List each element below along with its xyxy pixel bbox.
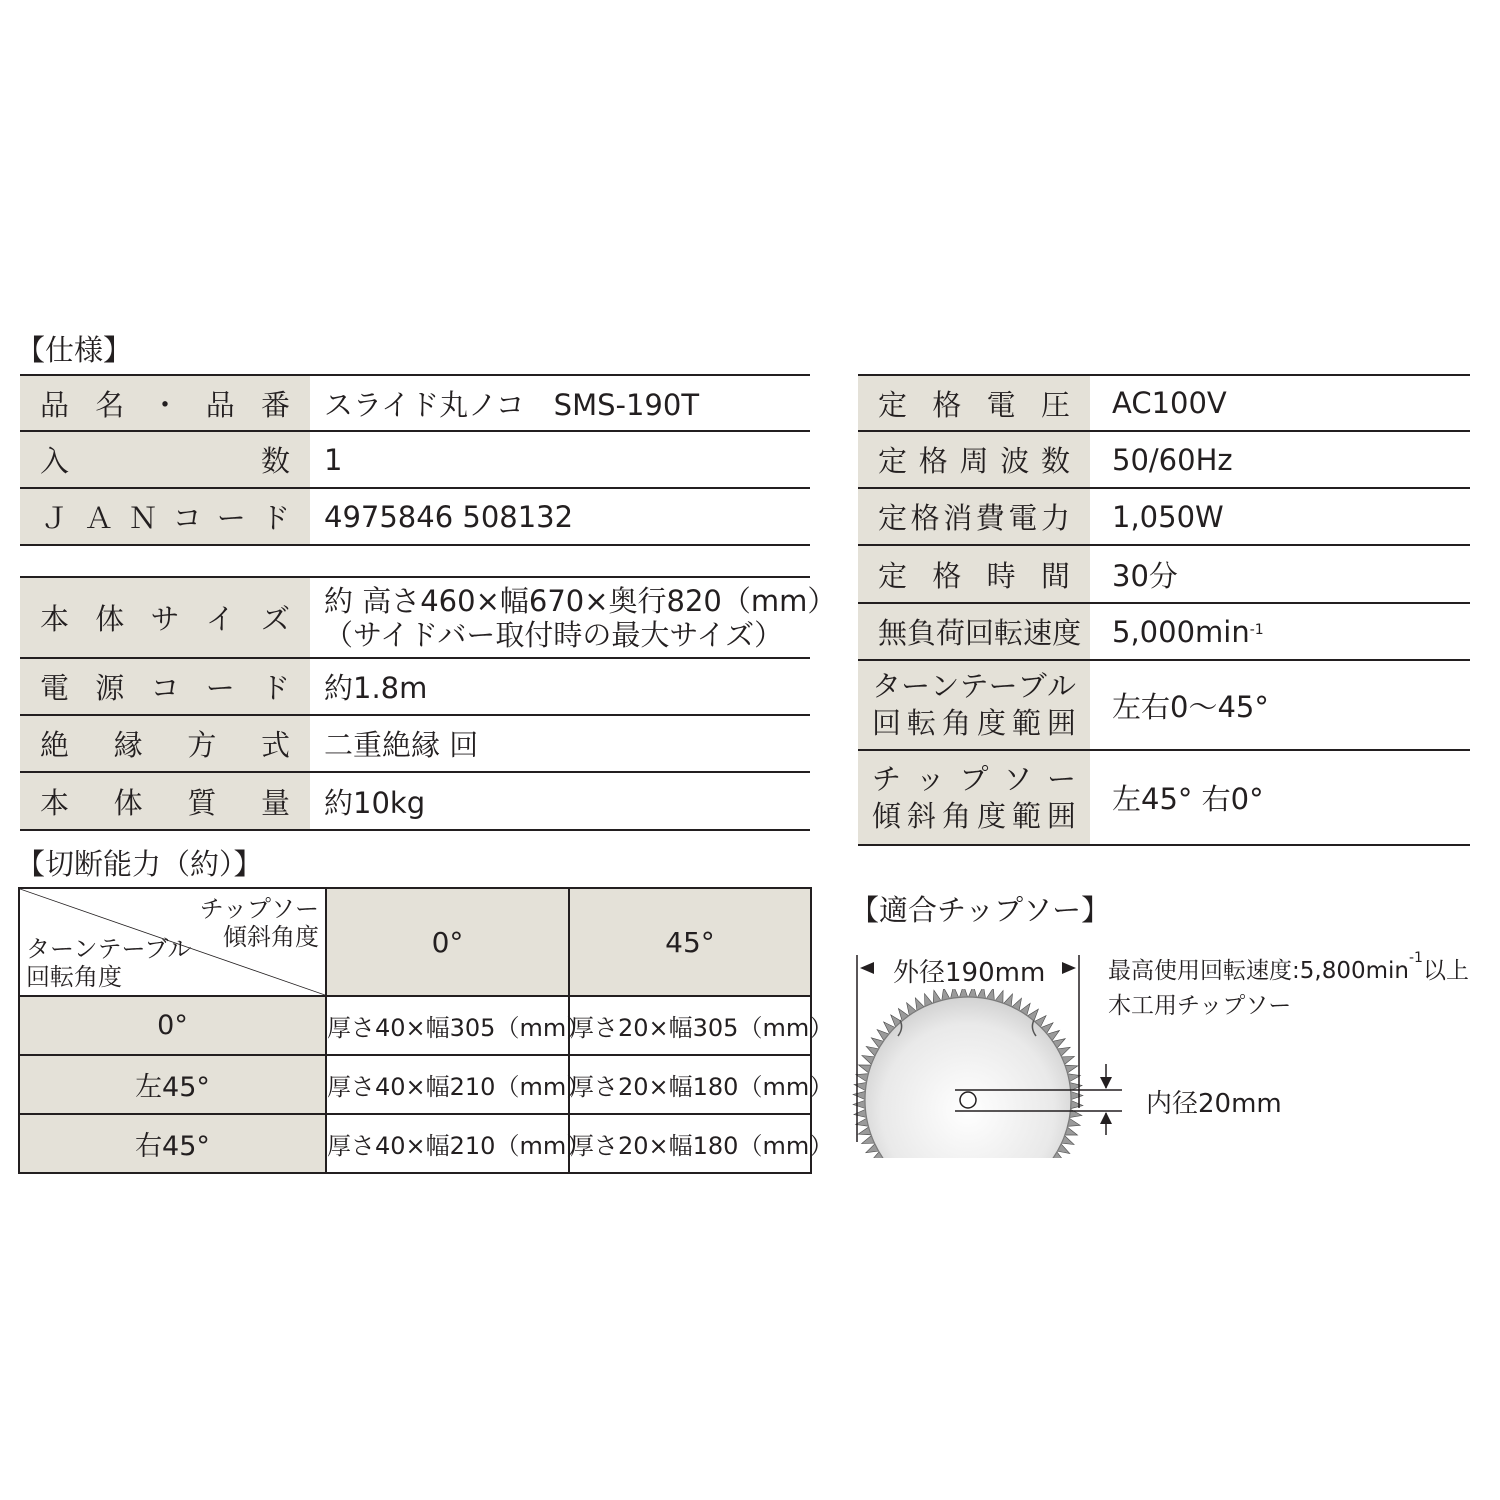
- no-load-speed-text: 5,000min: [1112, 614, 1250, 649]
- label-char: 傾: [872, 798, 902, 833]
- spec-label-cord: [20, 659, 310, 714]
- label-char: タ: [872, 669, 902, 703]
- spec-label-rated-time: [858, 546, 1090, 602]
- row-header: 左45°: [19, 1055, 326, 1114]
- corner-bottom-line: 回転角度: [26, 963, 122, 991]
- label-char: 格: [910, 501, 940, 535]
- label-line: [872, 668, 1076, 705]
- label-char: ッ: [915, 761, 945, 796]
- corner-top-label: [200, 895, 319, 951]
- column-header-0deg: 0°: [326, 888, 569, 996]
- label-char: 電: [986, 387, 1016, 422]
- label-line: [872, 705, 1076, 742]
- arrow-down-icon: [1100, 1077, 1112, 1089]
- cutting-title: 【切断能力（約）】: [16, 847, 263, 881]
- max-speed-sup: -1: [1408, 950, 1423, 966]
- spec-label-insulation: [20, 716, 310, 771]
- label-char: 方: [187, 728, 217, 762]
- label-char: ブ: [1017, 669, 1047, 703]
- body-size-line2: （サイドバー取付時の最大サイズ）: [324, 617, 784, 652]
- label-char: Ａ: [84, 501, 114, 535]
- table-row: [19, 1114, 811, 1173]
- label-char: 斜: [906, 798, 936, 833]
- spec-label-product: [20, 376, 310, 430]
- label-char: コ: [172, 501, 202, 535]
- table-row: [19, 1055, 811, 1114]
- label-char: 負: [907, 616, 937, 650]
- spec-value-voltage: AC100V: [1112, 386, 1227, 420]
- label-char: ー: [1046, 761, 1076, 796]
- corner-top-line: チップソー: [199, 895, 319, 923]
- label-char: 囲: [1046, 798, 1076, 833]
- spec-value-bevel-range: 左45° 右0°: [1112, 782, 1264, 816]
- table-corner-cell: [19, 888, 326, 996]
- max-speed-tail: 以上: [1422, 958, 1469, 984]
- spec-label-frequency: [858, 432, 1090, 487]
- label-char: ー: [901, 669, 931, 703]
- blade-type: 木工用チップソー: [1108, 993, 1292, 1019]
- label-char: チ: [872, 761, 902, 796]
- table-row: [19, 996, 811, 1055]
- table-cell: 厚さ20×幅180（mm）: [569, 1114, 811, 1173]
- inner-diameter-label: 内径20mm: [1146, 1089, 1282, 1119]
- label-char: 波: [1000, 444, 1030, 478]
- spec-value-quantity: 1: [324, 442, 343, 477]
- label-char: 体: [95, 602, 125, 636]
- label-char: 費: [975, 501, 1005, 535]
- spec-value-turntable-range: 左右0～45°: [1112, 689, 1269, 724]
- blade-title: 【適合チップソー】: [850, 893, 1111, 927]
- spec-label-weight: [20, 773, 310, 829]
- corner-bottom-line: ターンテーブル: [26, 935, 192, 963]
- label-char: 時: [986, 558, 1016, 593]
- no-load-speed-sup: -1: [1249, 621, 1264, 638]
- spec-title: 【仕様】: [16, 333, 133, 367]
- label-char: 電: [40, 671, 70, 705]
- spec-label-jan: [20, 489, 310, 544]
- label-char: 縁: [113, 728, 143, 762]
- arrow-right-icon: [1062, 962, 1076, 974]
- label-char: 力: [1040, 501, 1070, 535]
- spec-value-power: 1,050W: [1112, 499, 1224, 534]
- spec-value-weight: 約10kg: [324, 785, 426, 820]
- label-char: 格: [932, 558, 962, 593]
- spec-label-bevel-range: [858, 751, 1090, 844]
- arrow-up-icon: [1100, 1112, 1112, 1124]
- spec-value-rated-time: 30分: [1112, 558, 1178, 593]
- table-cell: 厚さ20×幅305（mm）: [569, 996, 811, 1055]
- label-char: 数: [1040, 444, 1070, 478]
- label-char: 転: [906, 706, 936, 740]
- label-char: 本: [40, 785, 70, 820]
- label-char: Ｎ: [128, 501, 158, 535]
- spec-value-product: スライド丸ノコ SMS-190T: [324, 387, 700, 422]
- outer-diameter-label: 外径190mm: [890, 952, 1048, 989]
- label-char: 間: [1040, 558, 1070, 593]
- label-char: 量: [260, 785, 290, 820]
- label-char: 度: [976, 706, 1006, 740]
- label-char: 回: [872, 706, 902, 740]
- label-char: 数: [260, 444, 290, 478]
- column-header-45deg: 45°: [569, 888, 811, 996]
- corner-top-line: 傾斜角度: [223, 923, 319, 951]
- label-char: 源: [95, 671, 125, 705]
- label-char: 囲: [1046, 706, 1076, 740]
- label-char: 範: [1011, 706, 1041, 740]
- label-char: ル: [1046, 669, 1076, 703]
- table-cell: 厚さ20×幅180（mm）: [569, 1055, 811, 1114]
- body-size-line1: 約 高さ460×幅670×奥行820（mm）: [324, 583, 837, 618]
- table-cell: 厚さ40×幅305（mm）: [326, 996, 569, 1055]
- spec-label-no-load-speed: [858, 604, 1090, 659]
- label-char: 品: [40, 387, 70, 422]
- spec-value-frequency: 50/60Hz: [1112, 442, 1233, 477]
- table-header-row: [19, 888, 811, 996]
- label-char: ー: [216, 501, 246, 535]
- spec-value-body-size: [310, 578, 837, 657]
- label-char: テ: [959, 669, 989, 703]
- label-char: 格: [932, 387, 962, 422]
- blade-max-speed: [1108, 952, 1469, 985]
- max-speed-text: 最高使用回転速度:5,800min: [1108, 958, 1409, 984]
- spec-value-cord: 約1.8m: [324, 671, 428, 705]
- label-char: 定: [878, 387, 908, 422]
- label-line: [872, 798, 1076, 835]
- label-char: 名: [95, 387, 125, 422]
- label-char: サ: [150, 602, 180, 636]
- label-char: 度: [976, 798, 1006, 833]
- label-char: ド: [260, 671, 290, 705]
- label-char: 式: [260, 728, 290, 762]
- label-char: 定: [878, 444, 908, 478]
- label-char: イ: [205, 602, 235, 636]
- label-char: 転: [994, 616, 1024, 650]
- label-char: 番: [260, 387, 290, 422]
- table-cell: 厚さ40×幅210（mm）: [326, 1055, 569, 1114]
- label-char: 電: [1008, 501, 1038, 535]
- label-char: 回: [965, 616, 995, 650]
- table-rule: [20, 829, 810, 831]
- label-char: 無: [878, 616, 908, 650]
- spec-value-jan: 4975846 508132: [324, 499, 574, 534]
- label-char: ー: [205, 671, 235, 705]
- spec-label-power: [858, 489, 1090, 544]
- label-char: 消: [943, 501, 973, 535]
- spec-label-body-size: [20, 578, 310, 657]
- corner-bottom-label: [26, 935, 191, 991]
- label-char: ソ: [1003, 761, 1033, 796]
- row-header: 右45°: [19, 1114, 326, 1173]
- label-char: 質: [187, 785, 217, 820]
- label-char: 圧: [1040, 387, 1070, 422]
- label-char: 角: [941, 706, 971, 740]
- label-char: 体: [113, 785, 143, 820]
- table-rule: [20, 544, 810, 546]
- label-char: ズ: [260, 602, 290, 636]
- label-char: 範: [1011, 798, 1041, 833]
- label-char: 格: [918, 444, 948, 478]
- arbor-hole: [960, 1092, 976, 1108]
- table-rule: [858, 844, 1470, 846]
- arrow-left-icon: [860, 962, 874, 974]
- label-char: 絶: [40, 728, 70, 762]
- cutting-capacity-table: [18, 887, 834, 1174]
- label-char: 入: [40, 444, 70, 478]
- label-char: プ: [959, 761, 989, 796]
- spec-label-voltage: [858, 376, 1090, 430]
- label-char: 定: [878, 558, 908, 593]
- label-char: ー: [988, 669, 1018, 703]
- label-char: ・: [150, 387, 180, 422]
- label-char: ド: [260, 501, 290, 535]
- spec-value-insulation: 二重絶縁 回: [324, 728, 479, 762]
- label-char: 本: [40, 602, 70, 636]
- label-char: 荷: [936, 616, 966, 650]
- label-char: 速: [1023, 616, 1053, 650]
- spec-label-turntable-range: [858, 661, 1090, 749]
- label-char: 品: [205, 387, 235, 422]
- label-line: [872, 761, 1076, 798]
- spec-value-no-load-speed: [1098, 604, 1470, 659]
- label-char: ン: [930, 669, 960, 703]
- label-char: 周: [959, 444, 989, 478]
- label-char: コ: [150, 671, 180, 705]
- label-char: 度: [1052, 616, 1082, 650]
- label-char: Ｊ: [40, 501, 70, 535]
- table-cell: 厚さ40×幅210（mm）: [326, 1114, 569, 1173]
- label-char: 定: [878, 501, 908, 535]
- row-header: 0°: [19, 996, 326, 1055]
- spec-label-quantity: [20, 432, 310, 487]
- label-char: 角: [941, 798, 971, 833]
